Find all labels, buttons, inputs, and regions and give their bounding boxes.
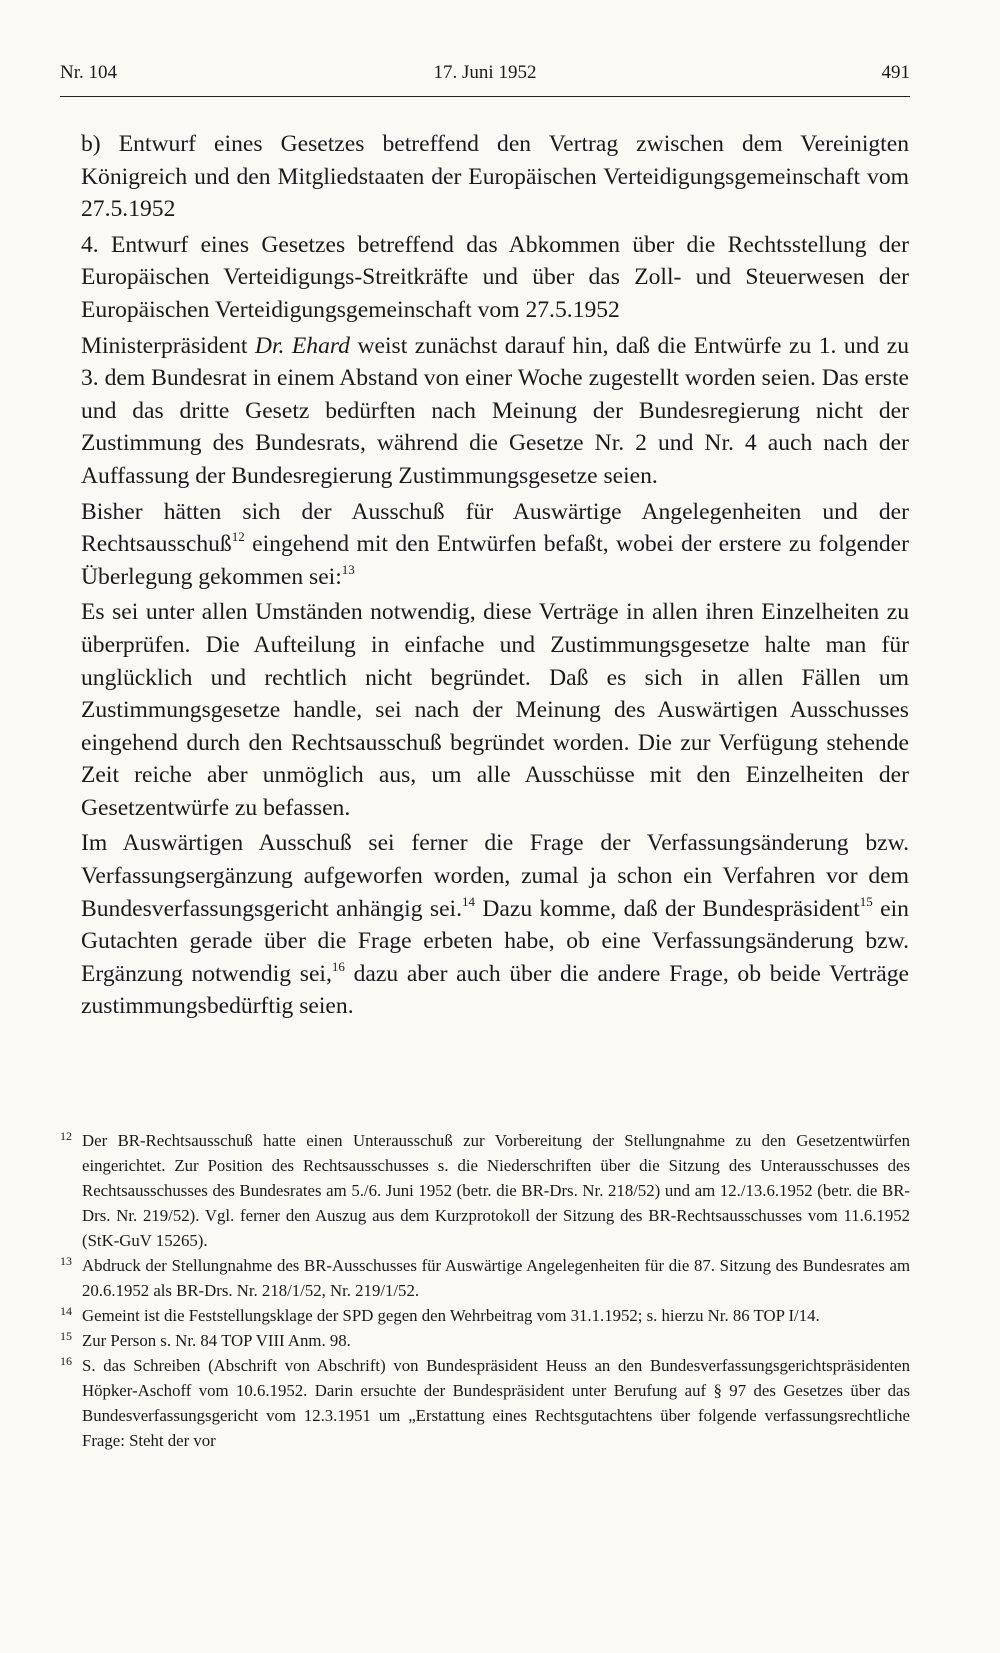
footnote-number: 14 xyxy=(60,1304,72,1318)
paragraph-ausschuss xyxy=(81,496,909,594)
footnote-number: 16 xyxy=(60,1354,72,1368)
footnote-ref-12[interactable]: 12 xyxy=(231,529,245,545)
footnote-text: Der BR-Rechtsausschuß hatte einen Unterausschuß zur Vorbereitung der Stellungnahme zu den Gesetzentwürfen eingerichtet. Zur Position des Rechtsausschusses s. die Niederschriften über die Sitzung des Unterausschusses des Rechtsausschusses des Bundesrates am 5./6. Juni 1952 (betr. die BR-Drs. Nr. 218/52) und am 12./13.6.1952 (betr. die BR-Drs. Nr. 219/52). Vgl. ferner den Auszug aus dem Kurzprotokoll der Sitzung des BR-Rechtsausschusses vom 11.6.1952 (StK-GuV 15265). xyxy=(82,1131,910,1250)
footnote-14 xyxy=(60,1303,910,1328)
header-rule xyxy=(60,96,910,97)
footnote-ref-15[interactable]: 15 xyxy=(859,893,873,909)
paragraph-pruefung: Es sei unter allen Umständen notwendig, diese Verträge in allen ihren Einzelheiten zu überprüfen. Die Aufteilung in einfache und Zustimmungsgesetze halte man für unglücklich und rechtlich nicht begründet. Daß es sich in allen Fällen um Zustimmungsgesetze handle, sei nach der Meinung des Auswärtigen Ausschusses eingehend durch den Rechtsausschuß begründet worden. Die zur Verfügung stehende Zeit reiche aber unmöglich aus, um alle Ausschüsse mit den Einzelheiten der Gesetzentwürfe zu befassen. xyxy=(81,599,909,821)
footnote-ref-13[interactable]: 13 xyxy=(341,561,355,577)
text-span: dazu aber auch über die andere Frage, ob beide Verträge zustimmungsbedürftig seien. xyxy=(81,960,909,1020)
footnote-15 xyxy=(60,1328,910,1353)
main-text xyxy=(81,128,909,1023)
footnote-ref-16[interactable]: 16 xyxy=(331,958,345,974)
footnote-number: 12 xyxy=(60,1129,72,1143)
paragraph-ehard xyxy=(81,330,909,493)
footnotes xyxy=(60,1128,910,1453)
agenda-item-b: b) Entwurf eines Gesetzes betreffend den Vertrag zwischen dem Vereinigten Königreich und den Mitgliedstaaten der Europäischen Verteidigungsgemeinschaft vom 27.5.1952 xyxy=(81,131,909,223)
footnote-13 xyxy=(60,1253,910,1303)
text-span: eingehend mit den Entwürfen befaßt, wobei der erstere zu folgender Überlegung gekommen sei: xyxy=(81,531,909,590)
text-span: Bisher hätten sich der Ausschuß für Auswärtige Angelegenheiten und der Rechtsausschuß xyxy=(81,498,909,558)
paragraph-verfassung xyxy=(81,827,909,1023)
footnote-16 xyxy=(60,1353,910,1453)
footnote-ref-14[interactable]: 14 xyxy=(462,893,476,909)
text-span: weist zunächst darauf hin, daß die Entwürfe zu 1. und zu 3. dem Bundesrat in einem Abstand von einer Woche zugestellt worden seien. Das erste und das dritte Gesetz bedürften nach Meinung der Bundesregierung nicht der Zustimmung des Bundesrats, während die Gesetze Nr. 2 und Nr. 4 auch nach der Auffassung der Bundesregierung Zustimmungsgesetze seien. xyxy=(81,332,909,489)
footnote-text: Zur Person s. Nr. 84 TOP VIII Anm. 98. xyxy=(82,1331,351,1350)
text-span: Ministerpräsident xyxy=(81,332,255,359)
document-number: Nr. 104 xyxy=(60,62,117,83)
footnote-number: 13 xyxy=(60,1254,72,1268)
agenda-item-4: 4. Entwurf eines Gesetzes betreffend das Abkommen über die Rechtsstellung der Europäischen Verteidigungs-Streitkräfte und über das Zoll- und Steuerwesen der Europäischen Verteidigungsgemeinschaft vom 27.5.1952 xyxy=(81,231,909,323)
person-name: Dr. Ehard xyxy=(254,332,350,359)
footnote-12 xyxy=(60,1128,910,1253)
running-header xyxy=(60,62,910,90)
footnote-text: Gemeint ist die Feststellungsklage der SPD gegen den Wehrbeitrag vom 31.1.1952; s. hierzu Nr. 86 TOP I/14. xyxy=(82,1306,820,1325)
footnote-text: Abdruck der Stellungnahme des BR-Ausschusses für Auswärtige Angelegenheiten für die 87. Sitzung des Bundesrates am 20.6.1952 als BR-Drs. Nr. 218/1/52, Nr. 219/1/52. xyxy=(82,1256,910,1300)
text-span: Dazu komme, daß der Bundespräsident xyxy=(475,895,860,922)
text-span: Im Auswärtigen Ausschuß sei ferner die Frage der Verfassungsänderung bzw. Verfassungsergänzung aufgeworfen worden, zumal ja schon ein Verfahren vor dem Bundesverfassungsgericht anhängig sei. xyxy=(81,830,909,922)
text-span: ein Gutachten gerade über die Frage erbeten habe, ob eine Verfassungsänderung bzw. Ergänzung notwendig sei, xyxy=(81,895,909,987)
page-number: 491 xyxy=(881,62,910,83)
footnote-number: 15 xyxy=(60,1329,72,1343)
footnote-text: S. das Schreiben (Abschrift von Abschrift) von Bundespräsident Heuss an den Bundesverfassungsgerichtspräsidenten Höpker-Aschoff vom 10.6.1952. Darin ersuchte der Bundespräsident unter Berufung auf § 97 des Gesetzes über das Bundesverfassungsgericht vom 12.3.1951 um „Erstattung eines Rechtsgutachtens über folgende verfassungsrechtliche Frage: Steht der vor xyxy=(82,1356,910,1450)
header-date: 17. Juni 1952 xyxy=(433,62,537,83)
